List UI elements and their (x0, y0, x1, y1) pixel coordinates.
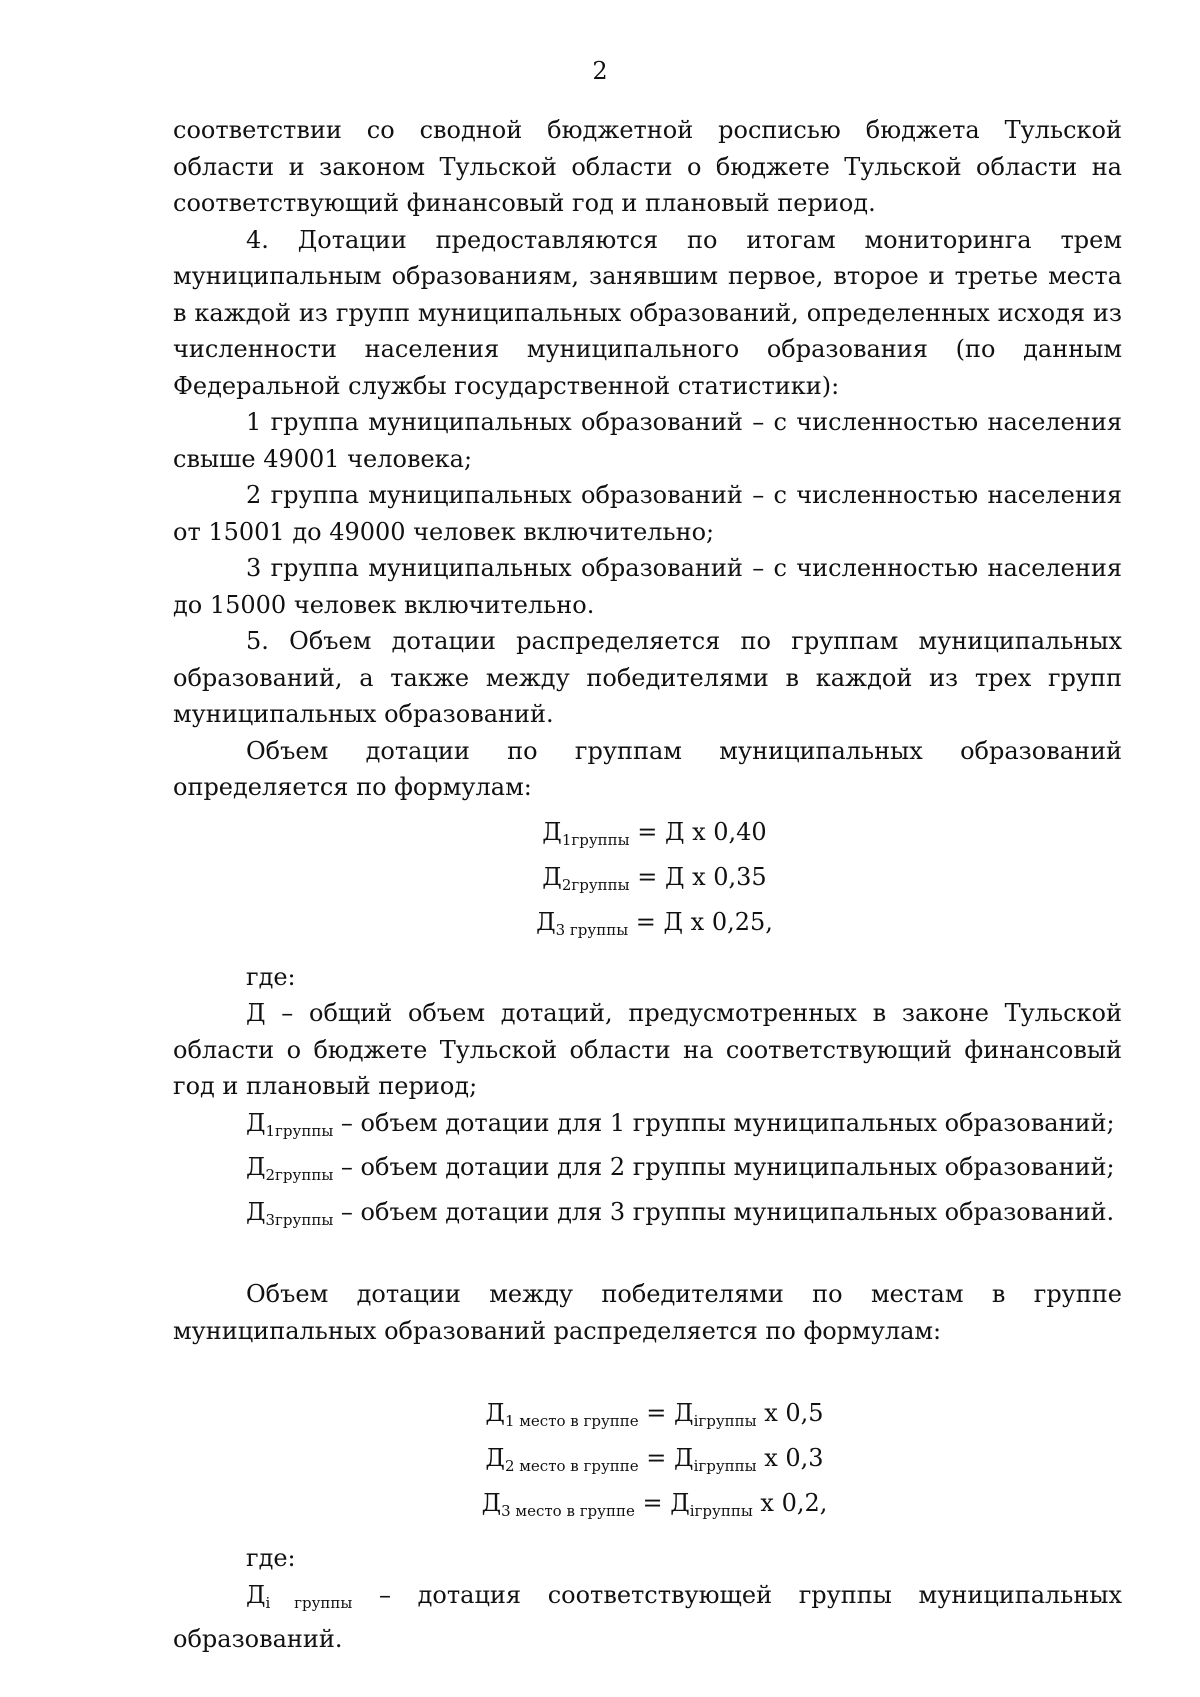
formula-group-3: $Д_{3 группы} = Д$ х 0,25, (536, 907, 773, 939)
paragraph-winners-volume: Объем дотации между победителями по местам в группе муниципальных образований распределяется по формулам: (173, 1280, 1122, 1345)
page-number: 2 (592, 57, 608, 85)
group-formulas (173, 814, 1122, 949)
definition-total-d: Д – общий объем дотаций, предусмотренных в законе Тульской области о бюджете Тульской области на соответствующий финансовый год и плановый период; (173, 999, 1122, 1100)
place-formulas (173, 1395, 1122, 1530)
definition-d-i-group: $Д_{i группы}$ – дотация соответствующей группы муниципальных образований. (173, 1580, 1122, 1653)
paragraph-continuation: соответствии со сводной бюджетной росписью бюджета Тульской области и законом Тульской области о бюджете Тульской области на соответствующий финансовый год и плановый период. (173, 116, 1122, 217)
document-body (173, 112, 1122, 1658)
group-1-definition: 1 группа муниципальных образований – с численностью населения свыше 49001 человека; (173, 408, 1122, 473)
definition-d-group-2: $Д_{2группы}$ – объем дотации для 2 группы муниципальных образований; (246, 1153, 1115, 1184)
paragraph-5: 5. Объем дотации распределяется по группам муниципальных образований, а также между победителями в каждой из трех групп муниципальных образований. (173, 627, 1122, 728)
formula-group-2: $Д_{2группы} = Д$ х 0,35 (542, 862, 767, 894)
paragraph-4: 4. Дотации предоставляются по итогам мониторинга трем муниципальным образованиям, занявшим первое, второе и третье места в каждой из групп муниципальных образований, определенных исходя из численности населения муниципального образования (по данным Федеральной службы государственной статистики): (173, 225, 1122, 400)
where-label-1: где: (246, 962, 296, 991)
blank-line (173, 1349, 1122, 1387)
where-label-2: где: (246, 1544, 296, 1572)
formula-group-1: $Д_{1группы} = Д$ х 0,40 (542, 817, 767, 849)
formula-place-3: $Д_{3 место в группе} = Д_{iгруппы}$ х 0,2, (481, 1489, 828, 1520)
formula-place-1: $Д_{1 место в группе} = Д_{iгруппы}$ х 0,5 (485, 1399, 824, 1430)
blank-line (173, 1238, 1122, 1276)
definition-d-group-3: $Д_{3группы}$ – объем дотации для 3 группы муниципальных образований. (246, 1197, 1115, 1229)
group-2-definition: 2 группа муниципальных образований – с численностью населения от 15001 до 49000 человек включительно; (173, 481, 1122, 546)
formula-place-2: $Д_{2 место в группе} = Д_{iгруппы}$ х 0,3 (485, 1444, 824, 1475)
definition-d-group-1: $Д_{1группы}$ – объем дотации для 1 группы муниципальных образований; (246, 1108, 1115, 1140)
group-3-definition: 3 группа муниципальных образований – с численностью населения до 15000 человек включительно. (173, 554, 1122, 619)
paragraph-group-volume: Объем дотации по группам муниципальных образований определяется по формулам: (173, 736, 1122, 801)
